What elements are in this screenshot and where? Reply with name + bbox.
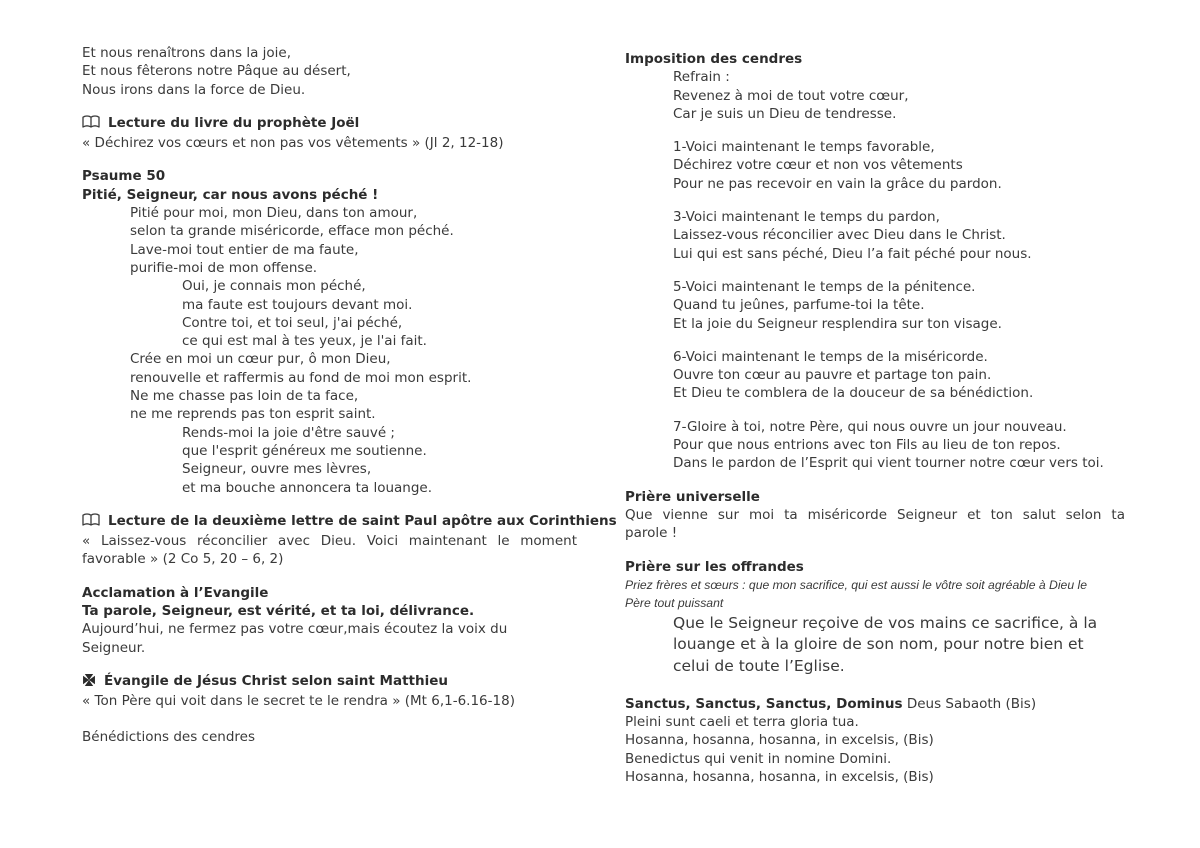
line-text: Déchirez votre cœur et non vos vêtements — [673, 157, 963, 174]
second-reading — [82, 512, 617, 569]
line-text: renouvelle et raffermis au fond de moi mon esprit. — [130, 369, 472, 386]
line-text: Refrain : — [673, 69, 730, 86]
line-text: Que vienne sur moi ta miséricorde Seigneur et ton salut selon ta — [625, 506, 1125, 523]
line-text: Seigneur. — [82, 639, 146, 656]
line-text: Que le Seigneur reçoive de vos mains ce sacrifice, à la — [673, 613, 1098, 632]
line-text: Hosanna, hosanna, hosanna, in excelsis, (Bis) — [625, 732, 934, 749]
line-text: Lui qui est sans péché, Dieu l’a fait péché pour nous. — [673, 245, 1032, 262]
text-line — [82, 62, 577, 80]
line-text: et ma bouche annoncera ta louange. — [182, 479, 433, 496]
text-line — [82, 222, 577, 240]
line-text: favorable » (2 Co 5, 20 – 6, 2) — [82, 551, 284, 568]
text-line — [625, 656, 1125, 678]
line-text: Et Dieu te comblera de la douceur de sa bénédiction. — [673, 385, 1034, 402]
text-line — [82, 692, 577, 710]
text-line — [625, 418, 1125, 436]
verse-1 — [625, 138, 1125, 193]
text-segment: Deus Sabaoth (Bis) — [902, 695, 1037, 712]
line-text: Ta parole, Seigneur, est vérité, et ta loi, délivrance. — [82, 603, 475, 620]
line-text: Prière universelle — [625, 488, 760, 505]
line-text: Pitié pour moi, mon Dieu, dans ton amour, — [130, 205, 418, 222]
line-text: Père tout puissant — [625, 596, 724, 611]
heading-line — [82, 602, 577, 620]
gospel-acclamation — [82, 584, 577, 657]
entrance-chant — [82, 44, 577, 99]
line-text: ma faute est toujours devant moi. — [182, 296, 413, 313]
text-line — [625, 366, 1125, 384]
bold-text-segment: Sanctus, Sanctus, Sanctus, Dominus — [625, 695, 903, 712]
text-line — [82, 550, 577, 568]
text-line — [625, 576, 1125, 595]
text-line — [625, 156, 1125, 174]
line-text: Acclamation à l’Evangile — [82, 584, 269, 601]
heading-line — [625, 558, 1125, 576]
text-line — [625, 348, 1125, 366]
text-line — [625, 594, 1125, 613]
line-text: Crée en moi un cœur pur, ô mon Dieu, — [130, 351, 391, 368]
line-text: celui de toute l’Eglise. — [673, 657, 845, 676]
line-text: que l'esprit généreux me soutienne. — [182, 442, 427, 459]
line-text: Pleini sunt caeli et terra gloria tua. — [625, 713, 859, 730]
text-line — [625, 436, 1125, 454]
line-text: louange et à la gloire de son nom, pour notre bien et — [673, 635, 1084, 654]
line-text: 6-Voici maintenant le temps de la miséricorde. — [673, 348, 988, 365]
line-text: Pitié, Seigneur, car nous avons péché ! — [82, 186, 379, 203]
text-line — [625, 226, 1125, 244]
line-text: Laissez-vous réconcilier avec Dieu dans le Christ. — [673, 227, 1006, 244]
heading-line — [82, 167, 577, 185]
text-line — [82, 277, 577, 295]
text-line — [82, 387, 577, 405]
text-line — [82, 479, 577, 497]
line-text: parole ! — [625, 525, 678, 542]
line-text: Nous irons dans la force de Dieu. — [82, 81, 306, 98]
text-line — [82, 369, 577, 387]
text-line — [82, 259, 577, 277]
line-text: Aujourd’hui, ne fermez pas votre cœur,mais écoutez la voix du — [82, 621, 508, 638]
text-line — [625, 768, 1125, 786]
text-line — [82, 241, 577, 259]
line-text: Et nous renaîtrons dans la joie, — [82, 45, 292, 61]
heading-line — [82, 114, 577, 134]
text-line — [625, 695, 1125, 713]
text-line — [82, 460, 577, 478]
text-line — [625, 245, 1125, 263]
gospel — [82, 672, 577, 711]
sanctus — [625, 695, 1125, 786]
text-line — [625, 68, 1125, 86]
first-reading — [82, 114, 577, 153]
text-line — [82, 424, 577, 442]
text-line — [625, 524, 1125, 542]
line-text: Pour que nous entrions avec ton Fils au lieu de ton repos. — [673, 437, 1061, 454]
text-line — [625, 750, 1125, 768]
text-line — [625, 731, 1125, 749]
line-text: Lecture de la deuxième lettre de saint Paul apôtre aux Corinthiens — [108, 512, 617, 529]
open-book-icon — [82, 115, 100, 134]
text-line — [625, 315, 1125, 333]
text-line — [82, 44, 577, 62]
heading-line — [82, 186, 577, 204]
text-line — [82, 81, 577, 99]
line-text: Car je suis un Dieu de tendresse. — [673, 105, 897, 122]
text-line — [625, 713, 1125, 731]
line-text: Ne me chasse pas loin de ta face, — [130, 388, 359, 405]
text-line — [625, 384, 1125, 402]
line-text: selon ta grande miséricorde, efface mon péché. — [130, 223, 454, 240]
text-line — [625, 105, 1125, 123]
text-line — [82, 639, 577, 657]
heading-line — [625, 50, 1125, 68]
line-text: 7-Gloire à toi, notre Père, qui nous ouvre un jour nouveau. — [673, 418, 1067, 435]
text-line — [82, 350, 577, 368]
line-text: Pour ne pas recevoir en vain la grâce du pardon. — [673, 175, 1002, 192]
column-right — [625, 50, 1125, 786]
line-text: Et la joie du Seigneur resplendira sur ton visage. — [673, 315, 1002, 332]
line-text: Rends-moi la joie d'être sauvé ; — [182, 424, 395, 441]
line-text: Psaume 50 — [82, 168, 166, 185]
line-text: Oui, je connais mon péché, — [182, 278, 366, 295]
line-text: Bénédictions des cendres — [82, 728, 256, 745]
heading-line — [625, 488, 1125, 506]
heading-line — [82, 512, 617, 532]
text-line — [82, 728, 577, 746]
universal-prayer — [625, 488, 1125, 543]
open-book-icon — [82, 513, 100, 532]
text-line — [625, 506, 1125, 524]
text-line — [82, 314, 577, 332]
line-text: Contre toi, et toi seul, j'ai péché, — [182, 314, 403, 331]
verse-3 — [625, 208, 1125, 263]
text-line — [625, 613, 1125, 635]
line-text: Seigneur, ouvre mes lèvres, — [182, 461, 372, 478]
line-text: Lave-moi tout entier de ma faute, — [130, 241, 359, 258]
blessing-of-ashes — [82, 728, 577, 746]
text-line — [625, 138, 1125, 156]
psalm — [82, 167, 577, 496]
line-text: ne me reprends pas ton esprit saint. — [130, 406, 376, 423]
line-text: « Laissez-vous réconcilier avec Dieu. Voici maintenant le moment — [82, 533, 577, 550]
line-text: Prière sur les offrandes — [625, 558, 804, 575]
line-text: Dans le pardon de l’Esprit qui vient tourner notre cœur vers toi. — [673, 455, 1104, 472]
line-text: 1-Voici maintenant le temps favorable, — [673, 139, 935, 156]
verse-7 — [625, 418, 1125, 473]
line-text: Hosanna, hosanna, hosanna, in excelsis, (Bis) — [625, 768, 934, 785]
line-text: 5-Voici maintenant le temps de la pénitence. — [673, 278, 976, 295]
text-line — [82, 332, 577, 350]
text-line — [82, 296, 577, 314]
verse-6 — [625, 348, 1125, 403]
imposition-of-ashes — [625, 50, 1125, 123]
line-text: Quand tu jeûnes, parfume-toi la tête. — [673, 297, 925, 314]
line-text: Revenez à moi de tout votre cœur, — [673, 87, 909, 104]
text-line — [625, 175, 1125, 193]
text-line — [625, 278, 1125, 296]
text-line — [625, 296, 1125, 314]
line-text: ce qui est mal à tes yeux, je l'ai fait. — [182, 333, 427, 350]
verse-5 — [625, 278, 1125, 333]
text-line — [82, 620, 577, 638]
text-line — [625, 87, 1125, 105]
line-text: « Ton Père qui voit dans le secret te le rendra » (Mt 6,1-6.16-18) — [82, 693, 515, 710]
line-text: Et nous fêterons notre Pâque au désert, — [82, 63, 351, 80]
line-text: Ouvre ton cœur au pauvre et partage ton pain. — [673, 367, 992, 384]
text-line — [82, 134, 577, 152]
text-line — [625, 634, 1125, 656]
line-text: Benedictus qui venit in nomine Domini. — [625, 750, 892, 767]
text-line — [82, 405, 577, 423]
text-line — [82, 532, 577, 550]
line-text: purifie-moi de mon offense. — [130, 259, 318, 276]
heading-line — [82, 584, 577, 602]
line-text: Lecture du livre du prophète Joël — [108, 114, 360, 131]
heading-line — [82, 672, 577, 692]
text-line — [625, 208, 1125, 226]
line-text: Priez frères et sœurs : que mon sacrifice, qui est aussi le vôtre soit agréable à Dieu le — [625, 577, 1087, 592]
line-text: « Déchirez vos cœurs et non pas vos vêtements » (Jl 2, 12-18) — [82, 135, 504, 152]
maltese-cross-icon — [82, 673, 96, 692]
line-text: Évangile de Jésus Christ selon saint Matthieu — [104, 672, 448, 689]
column-left — [82, 44, 617, 746]
line-text: Imposition des cendres — [625, 51, 803, 67]
prayer-over-offerings — [625, 558, 1125, 678]
text-line — [82, 204, 577, 222]
text-line — [82, 442, 577, 460]
line-text: 3-Voici maintenant le temps du pardon, — [673, 209, 940, 226]
text-line — [625, 454, 1125, 472]
